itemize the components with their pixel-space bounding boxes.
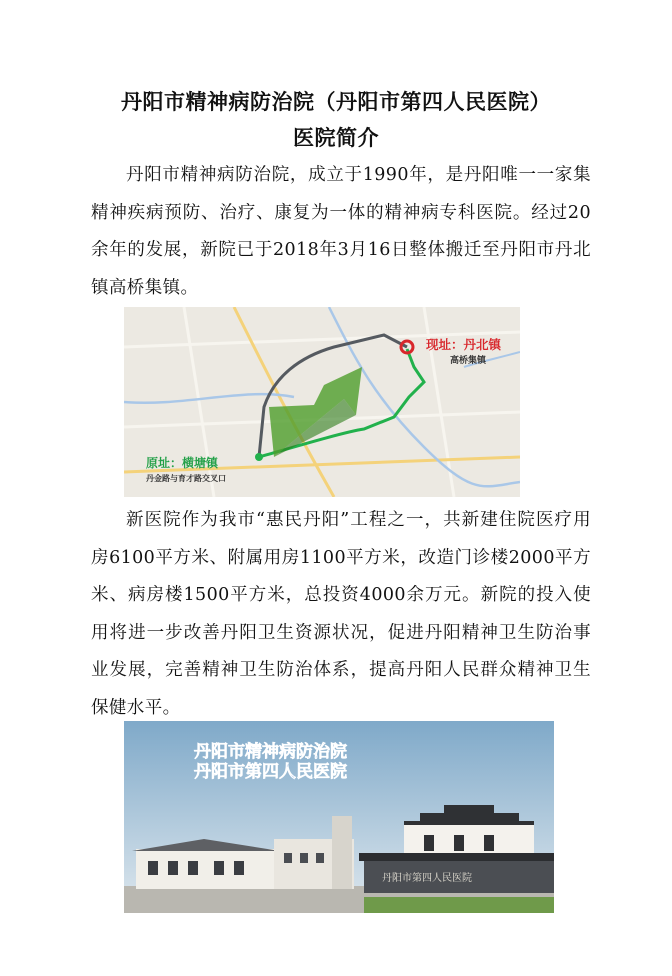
old-address-label [146, 455, 226, 483]
document-subtitle: 医院简介 [293, 126, 379, 150]
document-title: 丹阳市精神病防治院（丹阳市第四人民医院） [121, 90, 551, 114]
svg-text:原址：横塘镇: 原址：横塘镇 [146, 456, 219, 470]
photo-caption-line1: 丹阳市精神病防治院 [194, 742, 347, 762]
hospital-photo-graphic [124, 721, 554, 913]
hospital-photo [124, 721, 554, 913]
gate-sign: 丹阳市第四人民医院 [382, 873, 472, 884]
svg-text:现址：丹北镇: 现址：丹北镇 [426, 337, 502, 352]
svg-text:丹金路与育才路交叉口: 丹金路与育才路交叉口 [146, 474, 226, 483]
map-graphic [124, 307, 520, 497]
relocation-map [124, 307, 520, 497]
svg-text:高桥集镇: 高桥集镇 [450, 356, 487, 366]
intro-paragraph: 丹阳市精神病防治院，成立于1990年，是丹阳唯一一家集精神疾病预防、治疗、康复为一体的精神病专科医院。经过20余年的发展，新院已于2018年3月16日整体搬迁至丹阳市丹北镇高桥集镇。 [91, 165, 591, 298]
project-paragraph: 新医院作为我市“惠民丹阳”工程之一，共新建住院医疗用房6100平方米、附属用房1100平方米，改造门诊楼2000平方米、病房楼1500平方米，总投资4000余万元。新院的投入使用将进一步改善丹阳卫生资源状况，促进丹阳精神卫生防治事业发展，完善精神卫生防治体系，提高丹阳人民群众精神卫生保健水平。 [91, 510, 591, 718]
photo-caption-line2: 丹阳市第四人民医院 [194, 762, 347, 782]
